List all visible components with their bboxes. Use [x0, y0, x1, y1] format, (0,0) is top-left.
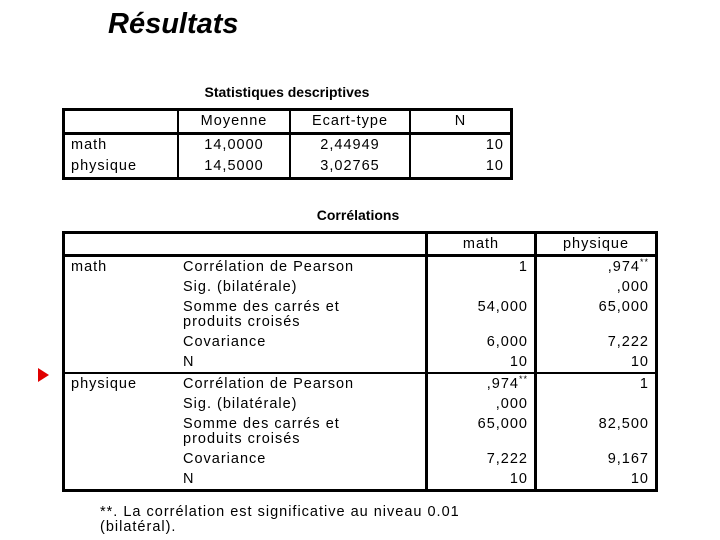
value: 9,167 [607, 451, 649, 467]
row-label: math [64, 134, 179, 157]
variable-name: math [71, 259, 108, 275]
table-row [64, 414, 657, 449]
stat-cell [177, 297, 427, 332]
stat-label: Sig. (bilatérale) [183, 279, 298, 295]
significance-mark: ** [518, 374, 528, 384]
physique-cell [536, 332, 657, 352]
header-cell: physique [536, 233, 657, 256]
math-cell [427, 394, 536, 414]
stat-label: Covariance [183, 451, 267, 467]
header-cell: N [410, 110, 512, 134]
value: 10 [630, 471, 649, 487]
header-cell: math [427, 233, 536, 256]
value: 82,500 [598, 416, 649, 432]
variable-label [64, 352, 178, 373]
variable-name: physique [71, 376, 138, 392]
table-header-row [64, 233, 657, 256]
math-cell [427, 256, 536, 278]
stat-cell [177, 449, 427, 469]
value: 6,000 [486, 334, 528, 350]
stat-label: N [183, 471, 195, 487]
variable-label [64, 373, 178, 394]
variable-label [64, 256, 178, 278]
cell: 14,5000 [178, 156, 290, 179]
physique-cell [536, 297, 657, 332]
math-cell [427, 469, 536, 491]
table-row [64, 449, 657, 469]
significance-mark: ** [639, 257, 649, 267]
value: 7,222 [486, 451, 528, 467]
stat-cell [177, 373, 427, 394]
stat-label: Corrélation de Pearson [183, 259, 355, 275]
variable-label [64, 394, 178, 414]
value: ,000 [495, 396, 528, 412]
table-header-row [64, 110, 512, 134]
table-row [64, 256, 657, 278]
descriptive-stats-table [62, 108, 513, 180]
math-cell [427, 373, 536, 394]
value: 54,000 [477, 299, 528, 315]
cell: 10 [485, 137, 504, 153]
value: 65,000 [477, 416, 528, 432]
stat-label: produits croisés [183, 314, 301, 330]
table-row [64, 469, 657, 491]
header-cell: Ecart-type [290, 110, 410, 134]
stat-cell [177, 469, 427, 491]
physique-cell [536, 373, 657, 394]
math-cell [427, 277, 536, 297]
math-cell [427, 414, 536, 449]
stat-cell [177, 332, 427, 352]
stat-label: Sig. (bilatérale) [183, 396, 298, 412]
math-cell [427, 449, 536, 469]
variable-label [64, 469, 178, 491]
variable-label [64, 332, 178, 352]
value: 10 [509, 471, 528, 487]
correlations-table [62, 231, 658, 492]
stat-label: N [183, 354, 195, 370]
value: 1 [518, 259, 528, 275]
correlations-title: Corrélations [316, 207, 400, 223]
variable-label [64, 297, 178, 332]
math-cell [427, 352, 536, 373]
physique-cell [536, 449, 657, 469]
value: 65,000 [598, 299, 649, 315]
header-cell: Moyenne [178, 110, 290, 134]
physique-cell [536, 469, 657, 491]
value: 7,222 [607, 334, 649, 350]
cell: 3,02765 [290, 156, 410, 179]
math-cell [427, 297, 536, 332]
stat-cell [177, 394, 427, 414]
physique-cell [536, 394, 657, 414]
stat-cell [177, 256, 427, 278]
value: 10 [630, 354, 649, 370]
footnote-line: (bilatéral). [100, 519, 177, 535]
cell: 10 [485, 158, 504, 174]
row-label: physique [64, 156, 179, 179]
cell: 14,0000 [178, 134, 290, 157]
physique-cell [536, 256, 657, 278]
table-row [64, 373, 657, 394]
table-row [64, 134, 512, 157]
stat-label: Corrélation de Pearson [183, 376, 355, 392]
value: 1 [639, 376, 649, 392]
table-row [64, 277, 657, 297]
table-row [64, 394, 657, 414]
value: ,000 [616, 279, 649, 295]
stat-label: produits croisés [183, 431, 301, 447]
stat-cell [177, 277, 427, 297]
table-row [64, 297, 657, 332]
descriptive-stats-title: Statistiques descriptives [204, 84, 370, 100]
table-row [64, 156, 512, 179]
footnote-line: **. La corrélation est significative au niveau 0.01 [100, 504, 460, 520]
cell: 2,44949 [290, 134, 410, 157]
variable-label [64, 277, 178, 297]
physique-cell [536, 277, 657, 297]
stat-cell [177, 414, 427, 449]
stat-label: Covariance [183, 334, 267, 350]
value: ,974 [607, 259, 640, 275]
header-cell [64, 110, 179, 134]
table-row [64, 352, 657, 373]
footnote [100, 505, 460, 535]
table-row [64, 332, 657, 352]
variable-label [64, 449, 178, 469]
value: 10 [509, 354, 528, 370]
stat-cell [177, 352, 427, 373]
slide-title: Résultats [108, 8, 239, 40]
stat-label: Somme des carrés et [183, 416, 340, 432]
stat-label: Somme des carrés et [183, 299, 340, 315]
variable-label [64, 414, 178, 449]
physique-cell [536, 414, 657, 449]
pointer-arrow-icon [38, 368, 49, 382]
value: ,974 [486, 376, 519, 392]
physique-cell [536, 352, 657, 373]
math-cell [427, 332, 536, 352]
